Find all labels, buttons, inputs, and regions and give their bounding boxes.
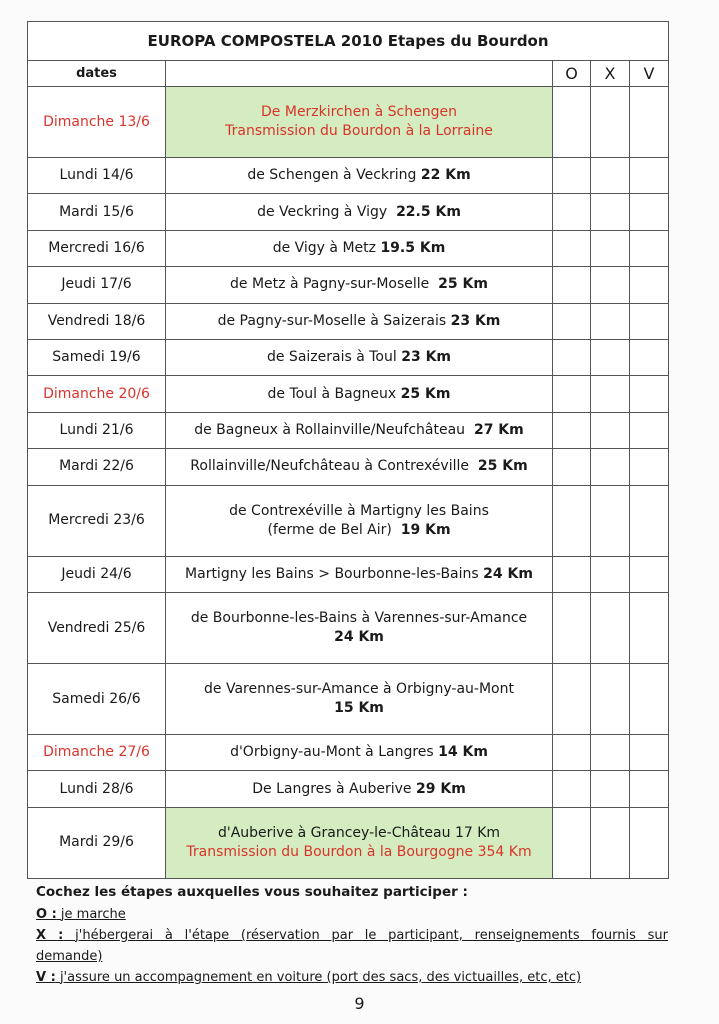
o-checkbox-cell[interactable]	[553, 556, 591, 592]
stage-row	[28, 87, 669, 158]
stage-date: Mardi 22/6	[28, 449, 166, 485]
legend-v	[36, 967, 668, 988]
route-line: d'Auberive à Grancey-le-Château	[217, 824, 451, 841]
route-line: d'Orbigny-au-Mont à Langres	[230, 744, 434, 761]
stage-date: Mercredi 23/6	[28, 485, 166, 556]
legend-o-key: O :	[36, 907, 57, 922]
x-checkbox-cell[interactable]	[591, 735, 630, 771]
stage-km: 25 Km	[438, 276, 488, 293]
x-checkbox-cell[interactable]	[591, 303, 630, 339]
route-line: de Vigy à Metz	[272, 240, 376, 257]
route-line: de Metz à Pagny-sur-Moselle	[230, 276, 430, 293]
stage-route	[166, 87, 553, 158]
stage-row	[28, 303, 669, 339]
stage-km: 15 Km	[334, 700, 384, 717]
x-header: X	[591, 61, 630, 87]
route-line: de Varennes-sur-Amance à Orbigny-au-Mont	[204, 681, 514, 698]
x-checkbox-cell[interactable]	[591, 807, 630, 878]
stage-km: 19 Km	[400, 521, 451, 538]
o-checkbox-cell[interactable]	[553, 340, 591, 376]
route-line: de Saizerais à Toul	[266, 349, 397, 366]
v-header: V	[630, 61, 669, 87]
stage-row	[28, 376, 669, 412]
stage-route	[166, 449, 553, 485]
x-checkbox-cell[interactable]	[591, 593, 630, 664]
o-checkbox-cell[interactable]	[553, 376, 591, 412]
stage-km: 22 Km	[420, 167, 471, 184]
stage-route	[166, 735, 553, 771]
legend-o-text: je marche	[60, 907, 126, 922]
stage-date: Vendredi 25/6	[28, 593, 166, 664]
stage-row	[28, 194, 669, 230]
x-checkbox-cell[interactable]	[591, 158, 630, 194]
v-checkbox-cell[interactable]	[630, 158, 669, 194]
stage-row	[28, 664, 669, 735]
stage-row	[28, 340, 669, 376]
dates-header: dates	[28, 61, 166, 87]
stage-km: 25 Km	[477, 458, 528, 475]
x-checkbox-cell[interactable]	[591, 664, 630, 735]
stage-date: Samedi 26/6	[28, 664, 166, 735]
legend-x	[36, 925, 668, 946]
o-checkbox-cell[interactable]	[553, 158, 591, 194]
stage-km: 17 Km	[454, 824, 501, 841]
route-line: De Langres à Auberive	[252, 780, 412, 797]
stage-km: 25 Km	[400, 385, 451, 402]
stage-km: 23 Km	[450, 312, 501, 329]
page-title: EUROPA COMPOSTELA 2010 Etapes du Bourdon	[28, 22, 669, 61]
stage-date: Samedi 19/6	[28, 340, 166, 376]
stage-route	[166, 556, 553, 592]
route-header	[166, 61, 553, 87]
route-line: de Bourbonne-les-Bains à Varennes-sur-Amance	[190, 610, 528, 627]
stage-date: Mardi 29/6	[28, 807, 166, 878]
v-checkbox-cell[interactable]	[630, 771, 669, 807]
stage-date: Dimanche 27/6	[28, 735, 166, 771]
v-checkbox-cell[interactable]	[630, 664, 669, 735]
v-checkbox-cell[interactable]	[630, 556, 669, 592]
o-checkbox-cell[interactable]	[553, 449, 591, 485]
x-checkbox-cell[interactable]	[591, 340, 630, 376]
o-checkbox-cell[interactable]	[553, 735, 591, 771]
x-checkbox-cell[interactable]	[591, 267, 630, 303]
v-checkbox-cell[interactable]	[630, 593, 669, 664]
o-checkbox-cell[interactable]	[553, 485, 591, 556]
route-line: De Merzkirchen à Schengen	[261, 104, 457, 120]
v-checkbox-cell[interactable]	[630, 735, 669, 771]
x-checkbox-cell[interactable]	[591, 449, 630, 485]
o-checkbox-cell[interactable]	[553, 771, 591, 807]
stage-date: Mercredi 16/6	[28, 230, 166, 266]
stage-km: 24 Km	[483, 565, 533, 582]
x-checkbox-cell[interactable]	[591, 485, 630, 556]
legend-intro: Cochez les étapes auxquelles vous souhaitez participer :	[36, 884, 468, 900]
v-checkbox-cell[interactable]	[630, 303, 669, 339]
stage-route	[166, 230, 553, 266]
header-row	[28, 61, 669, 87]
stage-date: Lundi 28/6	[28, 771, 166, 807]
v-checkbox-cell[interactable]	[630, 267, 669, 303]
o-checkbox-cell[interactable]	[553, 194, 591, 230]
stage-route	[166, 664, 553, 735]
x-checkbox-cell[interactable]	[591, 87, 630, 158]
legend-v-key: V :	[36, 970, 56, 985]
stage-row	[28, 158, 669, 194]
o-checkbox-cell[interactable]	[553, 303, 591, 339]
o-checkbox-cell[interactable]	[553, 664, 591, 735]
v-checkbox-cell[interactable]	[630, 485, 669, 556]
stage-row	[28, 593, 669, 664]
o-header: O	[553, 61, 591, 87]
route-line: de Veckring à Vigy	[257, 203, 388, 220]
stage-km: 22.5 Km	[396, 203, 461, 220]
legend-x-continued: demande)	[36, 949, 103, 964]
v-checkbox-cell[interactable]	[630, 412, 669, 448]
route-line: de Toul à Bagneux	[267, 385, 397, 402]
stage-row	[28, 735, 669, 771]
stage-route	[166, 340, 553, 376]
legend-o	[36, 904, 668, 925]
v-checkbox-cell[interactable]	[630, 340, 669, 376]
v-checkbox-cell[interactable]	[630, 449, 669, 485]
route-line: Rollainville/Neufchâteau à Contrexéville	[190, 458, 469, 475]
o-checkbox-cell[interactable]	[553, 230, 591, 266]
route-line-2: Transmission du Bourdon à la Lorraine	[225, 123, 493, 139]
stage-route	[166, 485, 553, 556]
x-checkbox-cell[interactable]	[591, 194, 630, 230]
route-line: Martigny les Bains > Bourbonne-les-Bains	[185, 565, 479, 582]
stage-row	[28, 807, 669, 878]
title-row	[28, 22, 669, 61]
stage-row	[28, 771, 669, 807]
stage-km: 29 Km	[415, 780, 466, 797]
stage-route	[166, 412, 553, 448]
v-checkbox-cell[interactable]	[630, 87, 669, 158]
stages-table	[27, 21, 669, 879]
o-checkbox-cell[interactable]	[553, 412, 591, 448]
route-line-2: Transmission du Bourdon à la Bourgogne 354 Km	[186, 843, 532, 860]
stage-row	[28, 449, 669, 485]
stage-row	[28, 412, 669, 448]
route-line: de Contrexéville à Martigny les Bains	[229, 502, 489, 519]
stage-route	[166, 267, 553, 303]
stage-route	[166, 303, 553, 339]
x-checkbox-cell[interactable]	[591, 771, 630, 807]
stage-route	[166, 807, 553, 878]
stage-row	[28, 230, 669, 266]
v-checkbox-cell[interactable]	[630, 194, 669, 230]
v-checkbox-cell[interactable]	[630, 376, 669, 412]
route-line: de Bagneux à Rollainville/Neufchâteau	[194, 422, 466, 439]
stage-date: Dimanche 20/6	[28, 376, 166, 412]
stage-route	[166, 771, 553, 807]
stage-row	[28, 556, 669, 592]
stage-date: Jeudi 24/6	[28, 556, 166, 592]
stage-date: Vendredi 18/6	[28, 303, 166, 339]
stage-km: 19.5 Km	[380, 240, 446, 257]
o-checkbox-cell[interactable]	[553, 807, 591, 878]
route-line-2: (ferme de Bel Air)	[267, 521, 392, 538]
stage-date: Lundi 21/6	[28, 412, 166, 448]
o-checkbox-cell[interactable]	[553, 593, 591, 664]
stage-date: Mardi 15/6	[28, 194, 166, 230]
stage-date: Jeudi 17/6	[28, 267, 166, 303]
stage-route	[166, 158, 553, 194]
stage-row	[28, 485, 669, 556]
route-line: de Pagny-sur-Moselle à Saizerais	[217, 312, 447, 329]
stage-km: 27 Km	[473, 422, 524, 439]
stage-route	[166, 194, 553, 230]
page-number: 9	[354, 994, 365, 1013]
stage-row	[28, 267, 669, 303]
stage-km: 23 Km	[401, 349, 452, 366]
legend-v-text: j'assure un accompagnement en voiture (port des sacs, des victuailles, etc, etc)	[59, 970, 582, 985]
v-checkbox-cell[interactable]	[630, 807, 669, 878]
stage-km: 14 Km	[438, 744, 488, 761]
stage-date: Dimanche 13/6	[28, 87, 166, 158]
legend-x-text: j'hébergerai à l'étape (réservation par le participant, renseignements fournis sur	[75, 928, 669, 943]
x-checkbox-cell[interactable]	[591, 376, 630, 412]
x-checkbox-cell[interactable]	[591, 556, 630, 592]
stage-date: Lundi 14/6	[28, 158, 166, 194]
x-checkbox-cell[interactable]	[591, 412, 630, 448]
stage-km: 24 Km	[334, 629, 384, 646]
legend-x-key: X :	[36, 928, 64, 943]
route-line: de Schengen à Veckring	[247, 167, 417, 184]
x-checkbox-cell[interactable]	[591, 230, 630, 266]
o-checkbox-cell[interactable]	[553, 267, 591, 303]
v-checkbox-cell[interactable]	[630, 230, 669, 266]
o-checkbox-cell[interactable]	[553, 87, 591, 158]
legend	[36, 882, 668, 988]
stage-route	[166, 593, 553, 664]
stage-route	[166, 376, 553, 412]
